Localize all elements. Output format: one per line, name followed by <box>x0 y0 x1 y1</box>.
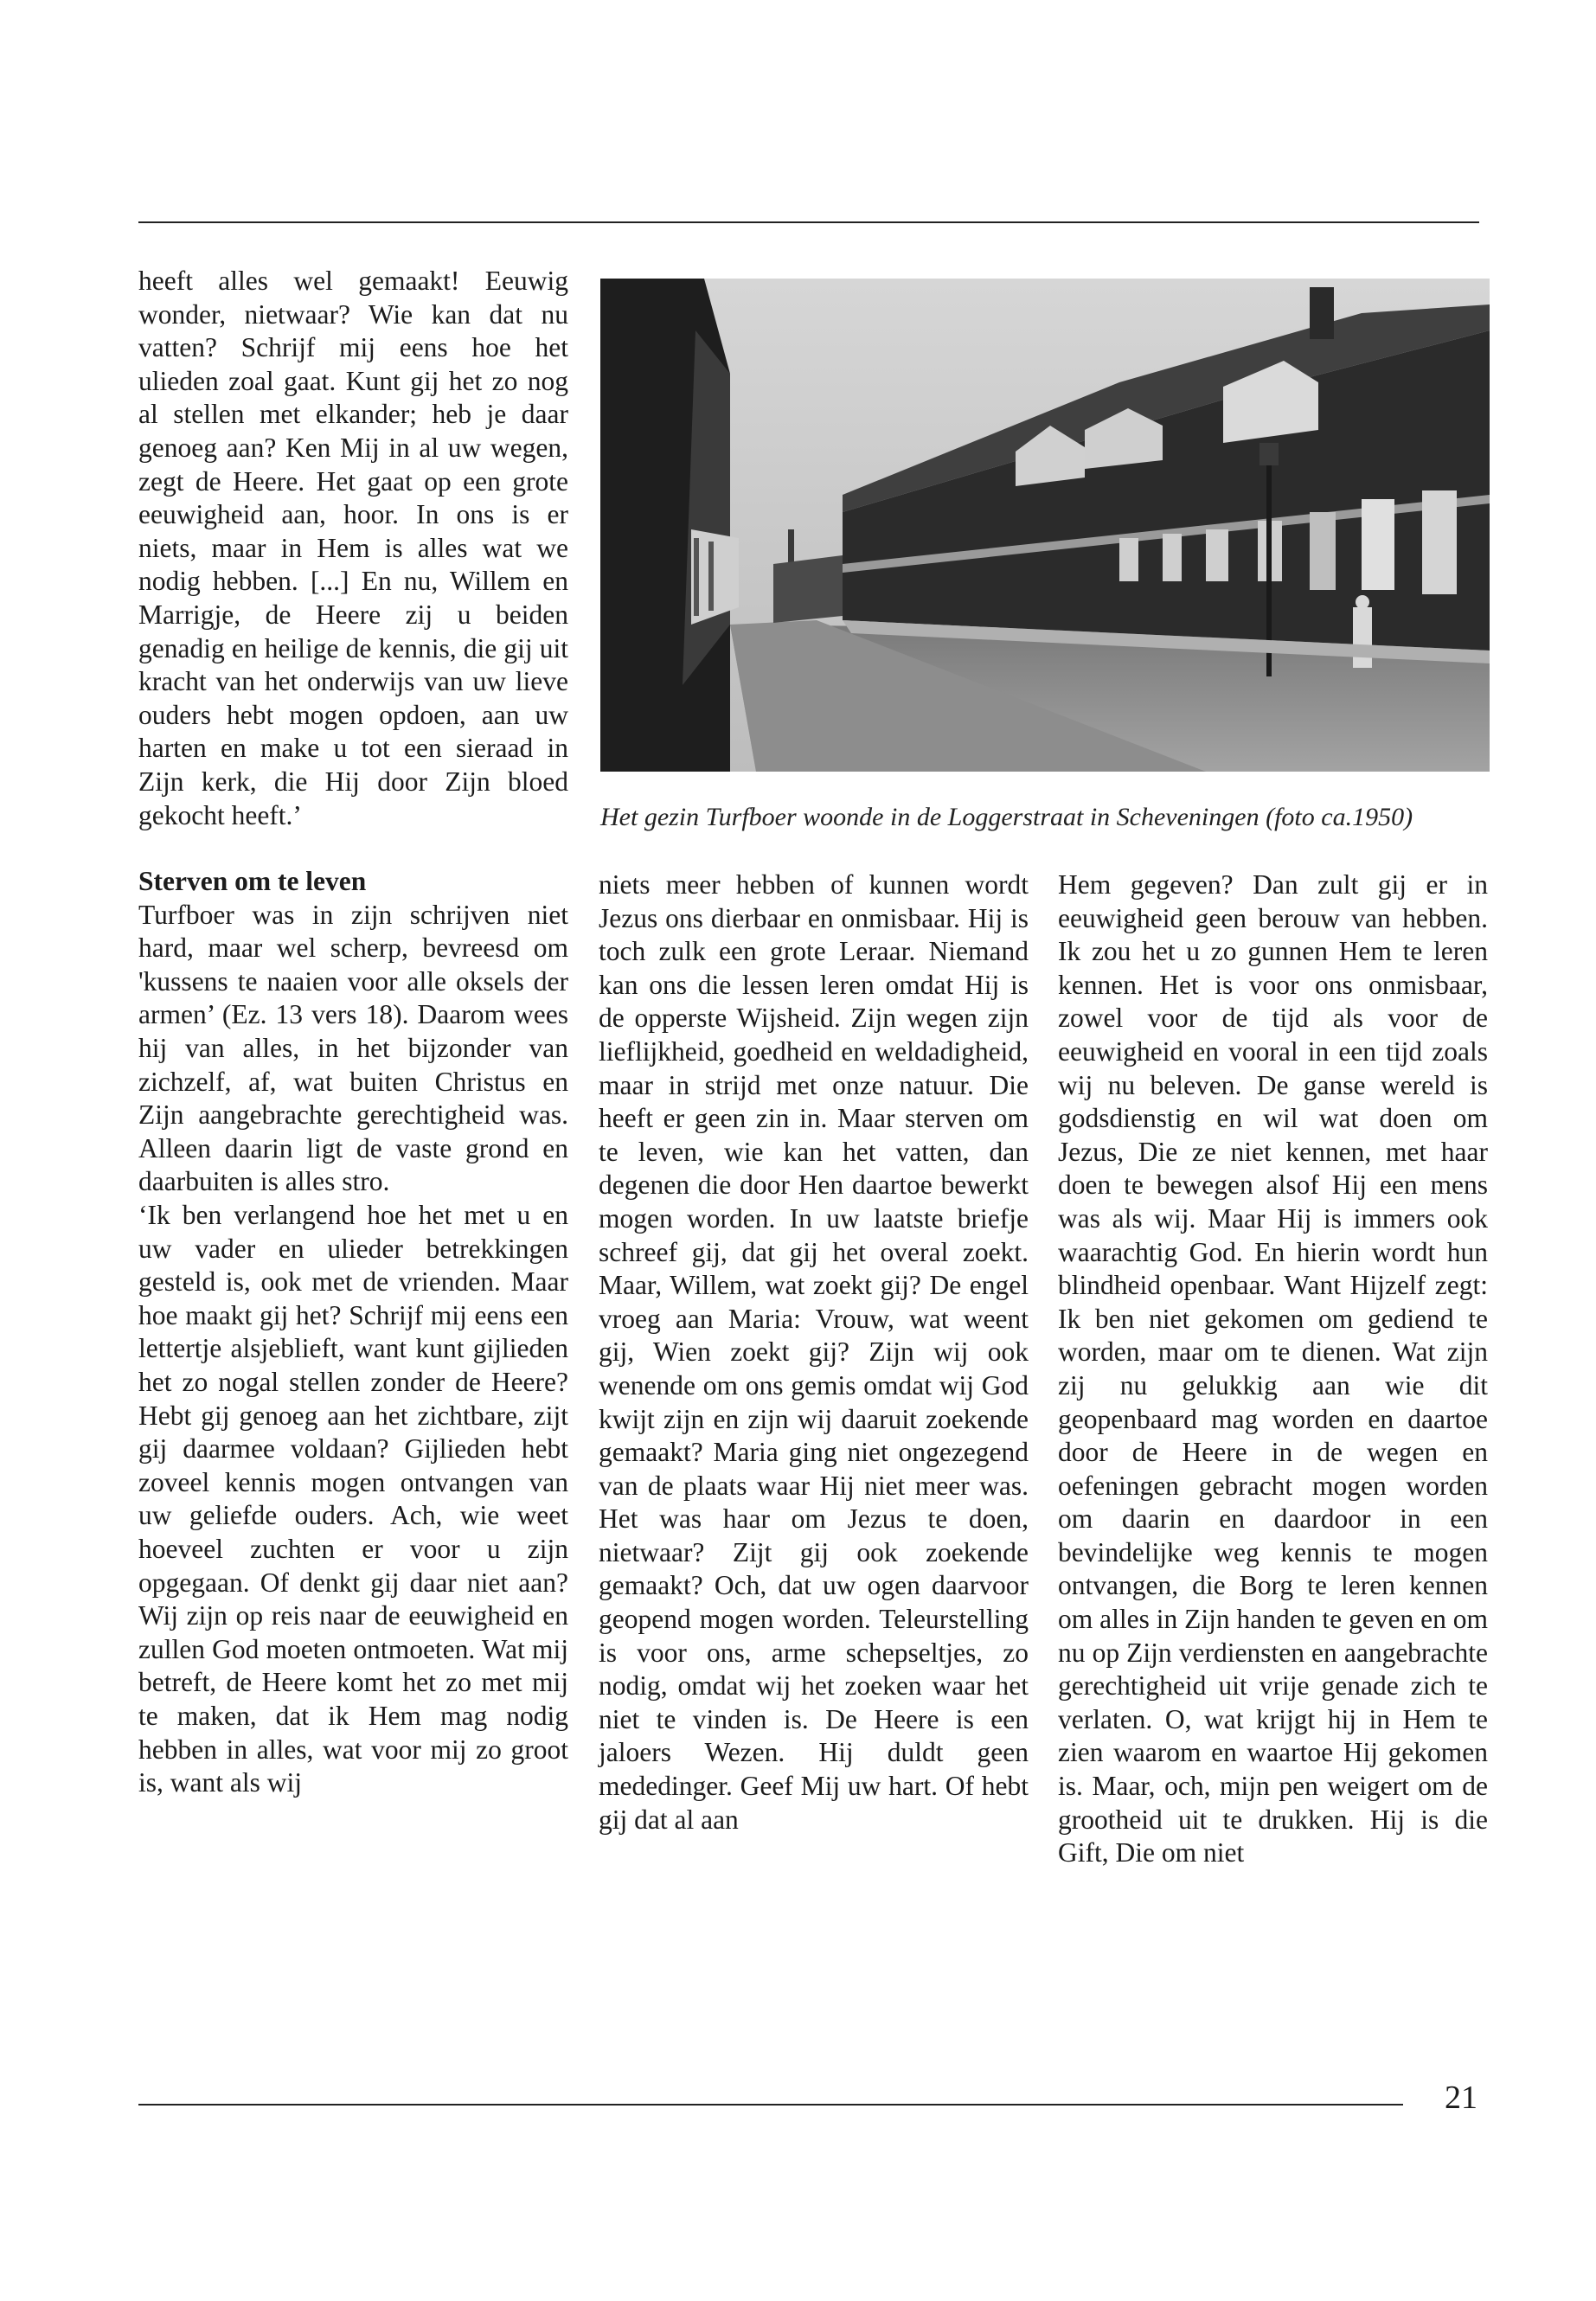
text-column-right <box>1058 868 1488 1870</box>
street-photo <box>600 279 1490 772</box>
paragraph: heeft alles wel gemaakt! Eeuwig wonder, nietwaar? Wie kan dat nu vatten? Schrijf mij eens hoe het ulieden zoal gaat. Kunt gij het zo nog al stellen met elkander; heb je daar genoeg aan? Ken Mij in al uw wegen, zegt de Heere. Het gaat op een grote eeuwigheid aan, hoor. In ons is er niets, maar in Hem is alles wat we nodig hebben. [...] En nu, Willem en Marrigje, de Heere zij u beiden genadig en heilige de kennis, die gij uit kracht van het onderwijs van uw lieve ouders hebt mogen opdoen, aan uw harten en make u tot een sieraad in Zijn kerk, die Hij door Zijn bloed gekocht heeft.’ <box>138 266 568 830</box>
paragraph: Hem gegeven? Dan zult gij er in eeuwigheid geen berouw van hebben. Ik zou het u zo gunnen Hem te leren kennen. Het is voor ons onmisbaar, zowel voor de tijd als voor de eeuwigheid en vooral in een tijd zoals wij nu beleven. De ganse wereld is godsdienstig en wil wat doen om Jezus, Die ze niet kennen, met haar doen te bewegen alsof Hij een mens was als wij. Maar Hij is immers ook waarachtig God. En hierin wordt hun blindheid openbaar. Want Hijzelf zegt: Ik ben niet gekomen om gediend te worden, maar om te dienen. Wat zijn zij nu gelukkig aan wie dit geopenbaard mag worden en daartoe door de Heere in de wegen en oefeningen gebracht mogen worden om daarin en daardoor in een bevindelijke weg kennis te mogen ontvangen, die Borg te leren kennen om alles in Zijn handen te geven en om nu op Zijn verdiensten en aangebrachte gerechtigheid uit vrije genade zich te verlaten. O, wat krijgt hij in Hem te zien waarom en waartoe Hij gekomen is. Maar, och, mijn pen weigert om de grootheid uit te drukken. Hij is die Gift, Die om niet <box>1058 869 1488 1868</box>
photo-caption: Het gezin Turfboer woonde in de Loggerstraat in Scheveningen (foto ca.1950) <box>600 803 1413 831</box>
paragraph: niets meer hebben of kunnen wordt Jezus ons dierbaar en onmisbaar. Hij is toch zulk een grote Leraar. Niemand kan ons die lessen leren omdat Hij is de opperste Wijsheid. Zijn wegen zijn lieflijkheid, goedheid en weldadigheid, maar in strijd met onze natuur. Die heeft er geen zin in. Maar sterven om te leven, wie kan het vatten, dan degenen die door Hen daartoe bewerkt mogen worden. In uw laatste briefje schreef gij, dat gij het overal zoekt. Maar, Willem, wat zoekt gij? De engel vroeg aan Maria: Vrouw, wat weent gij, Wien zoekt gij? Zijn wij ook wenende om ons gemis omdat wij God kwijt zijn en zijn wij daaruit zoekende gemaakt? Maria ging niet ongezegend van de plaats waar Hij niet meer was. Het was haar om Jezus te doen, nietwaar? Zijt gij ook zoekende gemaakt? Och, dat uw ogen daarvoor geopend mogen worden. Teleurstelling is voor ons, arme schepseltjes, zo nodig, omdat wij het zoeken waar het niet te vinden is. De Heere is een jaloers Wezen. Hij duldt geen mededinger. Geef Mij uw hart. Of hebt gij dat al aan <box>599 869 1029 1835</box>
page-number: 21 <box>1445 2080 1477 2116</box>
street-photo-image <box>600 279 1490 772</box>
text-column-left <box>138 265 568 1800</box>
paragraph: Turfboer was in zijn schrijven niet hard, maar wel scherp, bevreesd om 'kussens te naaien voor alle oksels der armen’ (Ez. 13 vers 18). Daarom wees hij van alles, in het bijzonder van zichzelf, af, wat buiten Christus en Zijn aangebrachte gerechtigheid was. Alleen daarin ligt de vaste grond en daarbuiten is alles stro. <box>138 899 568 1197</box>
text-column-middle <box>599 868 1029 1836</box>
paragraph-spacer <box>138 832 568 865</box>
section-heading: Sterven om te leven <box>138 866 367 897</box>
bottom-rule <box>138 2104 1403 2106</box>
top-rule <box>138 221 1479 223</box>
paragraph: ‘Ik ben verlangend hoe het met u en uw vader en ulieder betrekkingen gesteld is, ook met de vrienden. Maar hoe maakt gij het? Schrijf mij eens een lettertje alsjeblieft, want kunt gijlieden het zo nogal stellen zonder de Heere? Hebt gij genoeg aan het zichtbare, zijt gij daarmee voldaan? Gijlieden hebt zoveel kennis mogen ontvangen van uw geliefde ouders. Ach, wie weet hoeveel zuchten er voor u zijn opgegaan. Of denkt gij daar niet aan? Wij zijn op reis naar de eeuwigheid en zullen God moeten ontmoeten. Wat mij betreft, de Heere komt het zo met mij te maken, dat ik Hem mag nodig hebben in alles, wat voor mij zo groot is, want als wij <box>138 1200 568 1798</box>
